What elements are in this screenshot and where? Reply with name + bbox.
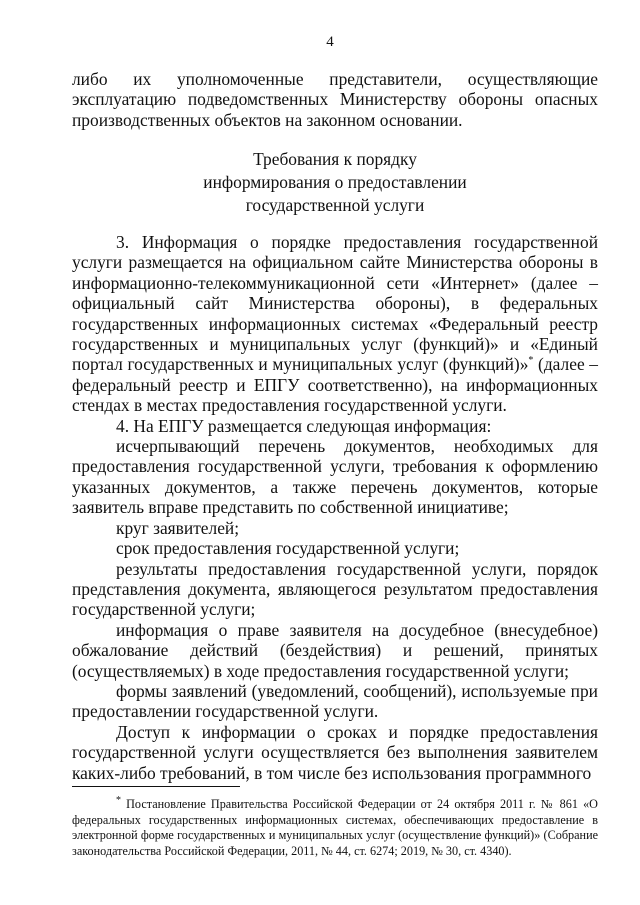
intro-paragraph — [72, 69, 598, 130]
paragraph-3 — [72, 232, 598, 416]
paragraph-4: 4. На ЕПГУ размещается следующая информация: — [116, 415, 492, 436]
list-item: круг заявителей; — [116, 517, 240, 538]
heading-line-2: информирования о предоставлении — [203, 172, 467, 192]
list-item: срок предоставления государственной услуги; — [116, 538, 460, 559]
list-item: результаты предоставления государственной услуги, порядок представления документа, являющегося результатом предоставления государственной услуги; — [72, 558, 598, 620]
paragraph-3-text: 3. Информация о порядке предоставления государственной услуги размещается на официальном сайте Министерства обороны в информационно-телекоммуникационной сети «Интернет» (далее – официальный сайт Министерства обороны), в федеральных государственных информационных системах «Федеральный реестр государственных и муниципальных услуг (функций)» и «Единый портал государственных и муниципальных услуг (функций)» — [72, 232, 598, 375]
list-item: исчерпывающий перечень документов, необходимых для предоставления государственной услуги, требования к оформлению указанных документов, а также перечень документов, которые заявитель вправе представить по собственной инициативе; — [72, 436, 598, 518]
list-item: информация о праве заявителя на досудебное (внесудебное) обжалование действий (бездействия) и решений, принятых (осуществляемых) в ходе предоставления государственной услуги; — [72, 619, 598, 681]
section-heading — [72, 148, 598, 217]
main-body — [72, 232, 598, 783]
heading-line-1: Требования к порядку — [253, 149, 417, 169]
footnote-text — [72, 794, 598, 859]
footnote-divider — [72, 786, 240, 787]
page-number: 4 — [326, 34, 334, 50]
paragraph-3-text-after: (далее – федеральный реестр и ЕПГУ соответственно), на информационных стендах в местах предоставления государственной услуги. — [72, 354, 598, 416]
list-item: формы заявлений (уведомлений, сообщений), используемые при предоставлении государственной услуги. — [72, 680, 598, 722]
footnote-body: Постановление Правительства Российской Федерации от 24 октября 2011 г. № 861 «О федеральных государственных информационных системах, обеспечивающих предоставление в электронной форме государственных и муниципальных услуг (осуществление функций)» (Собрание законодательства Российской Федерации, 2011, № 44, ст. 6274; 2019, № 30, ст. 4340). — [72, 797, 598, 858]
footnote — [72, 794, 598, 859]
access-paragraph: Доступ к информации о сроках и порядке предоставления государственной услуги осуществляется без выполнения заявителем каких-либо требований, в том числе без использования программного — [72, 721, 598, 783]
intro-text: либо их уполномоченные представители, осуществляющие эксплуатацию подведомственных Министерству обороны опасных производственных объектов на законном основании. — [72, 69, 598, 130]
footnote-mark: * — [116, 794, 121, 806]
footnote-reference: * — [528, 355, 534, 367]
heading-line-3: государственной услуги — [245, 195, 425, 215]
